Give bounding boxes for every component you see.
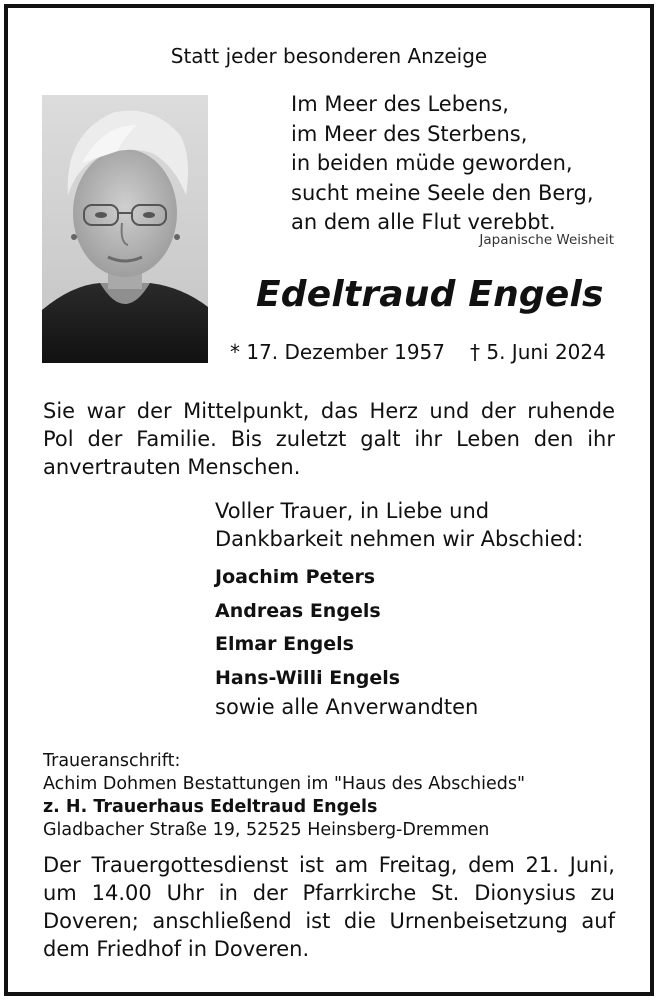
tribute-line: Pol der Familie. Bis zuletzt galt ihr Leben den ihr bbox=[43, 427, 615, 451]
mourner-name: Andreas Engels bbox=[215, 599, 381, 622]
relatives-line: sowie alle Anverwandten bbox=[215, 695, 479, 719]
address-line: Achim Dohmen Bestattungen im "Haus des Abschieds" bbox=[43, 774, 526, 794]
address-line: z. H. Trauerhaus Edeltraud Engels bbox=[43, 797, 378, 817]
service-line: dem Friedhof in Doveren. bbox=[43, 937, 310, 961]
header-line: Statt jeder besonderen Anzeige bbox=[170, 44, 488, 68]
poem-attribution: Japanische Weisheit bbox=[479, 232, 614, 248]
tribute-paragraph bbox=[43, 397, 615, 481]
service-line: Der Trauergottesdienst ist am Freitag, dem 21. Juni, bbox=[43, 853, 615, 877]
poem-line: in beiden müde geworden, bbox=[291, 151, 573, 175]
birth-date: * 17. Dezember 1957 bbox=[230, 340, 445, 364]
address-label: Traueranschrift: bbox=[43, 751, 181, 771]
portrait-photo bbox=[42, 95, 208, 363]
service-line: Doveren; anschließend ist die Urnenbeisetzung auf bbox=[43, 909, 615, 933]
tribute-line: anvertrauten Menschen. bbox=[43, 455, 301, 479]
tribute-line: Sie war der Mittelpunkt, das Herz und der ruhende bbox=[43, 399, 615, 423]
address-line: Gladbacher Straße 19, 52525 Heinsberg-Dremmen bbox=[43, 820, 490, 840]
deceased-name: Edeltraud Engels bbox=[256, 274, 604, 315]
mourner-name: Elmar Engels bbox=[215, 633, 354, 655]
portrait-image bbox=[42, 95, 208, 363]
mourning-text bbox=[215, 497, 583, 553]
service-line: um 14.00 Uhr in der Pfarrkirche St. Dionysius zu bbox=[43, 881, 615, 905]
mourner-list bbox=[215, 561, 400, 695]
poem bbox=[291, 90, 594, 238]
poem-line: an dem alle Flut verebbt. bbox=[291, 210, 556, 234]
death-date: † 5. Juni 2024 bbox=[470, 340, 606, 364]
mourning-line: Dankbarkeit nehmen wir Abschied: bbox=[215, 527, 584, 551]
mourner-name: Hans-Willi Engels bbox=[215, 666, 401, 689]
mourning-address bbox=[43, 750, 525, 842]
mourning-line: Voller Trauer, in Liebe und bbox=[215, 499, 490, 523]
poem-line: im Meer des Sterbens, bbox=[291, 121, 528, 146]
service-paragraph bbox=[43, 851, 615, 963]
poem-line: Im Meer des Lebens, bbox=[291, 92, 509, 116]
mourner-name: Joachim Peters bbox=[215, 566, 376, 588]
poem-line: sucht meine Seele den Berg, bbox=[291, 180, 594, 205]
